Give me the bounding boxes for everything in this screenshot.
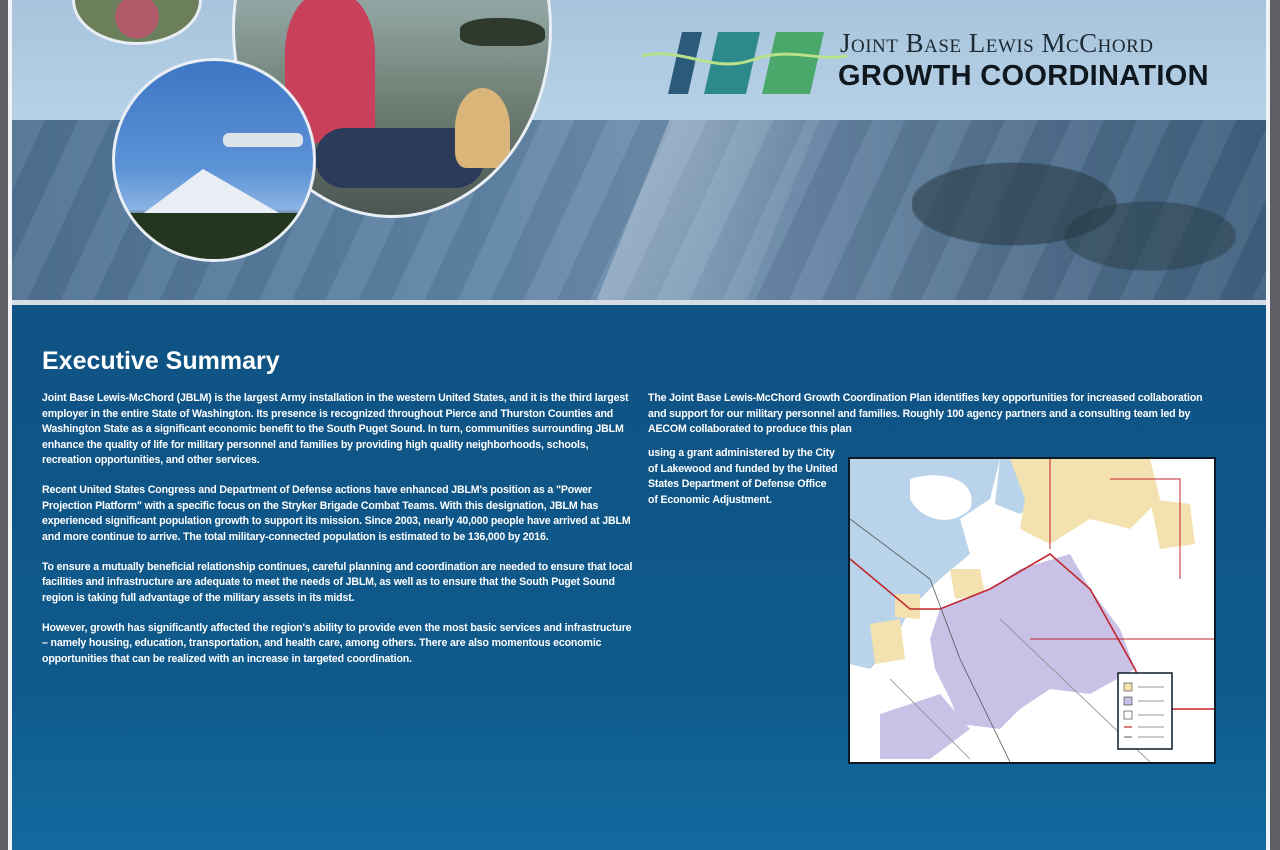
region-map xyxy=(848,457,1216,764)
logo xyxy=(642,22,1242,102)
plan-paragraph-continued: using a grant administered by the City of Lakewood and funded by the United States Department of Defense Office of Economic Adjustment. xyxy=(648,447,838,506)
right-column-wrap xyxy=(648,446,838,523)
header-banner xyxy=(12,0,1266,305)
summary-paragraph: To ensure a mutually beneficial relationship continues, careful planning and coordination are needed to ensure that local facilities and infrastructure are adequate to meet the needs of JBLM, as well as to ensure that the South Puget Sound region is taking full advantage of the military assets in its midst. xyxy=(42,560,633,604)
photo-circle-mountain xyxy=(112,58,316,262)
logo-title-line1: Joint Base Lewis McChord xyxy=(840,28,1154,58)
summary-section xyxy=(12,305,1266,850)
aerial-road xyxy=(595,120,820,305)
treeline xyxy=(115,213,313,262)
aerial-trees xyxy=(912,140,1252,300)
map-graphic xyxy=(850,459,1214,762)
girl-figure xyxy=(455,88,510,168)
section-title: Executive Summary xyxy=(42,347,280,375)
summary-paragraph: However, growth has significantly affected the region's ability to provide even the most basic services and infrastructure – namely housing, education, transportation, and health care, among others. There are also momentous economic opportunities that can be realized with an increase in targeted coordination. xyxy=(42,621,632,665)
logo-stripes-icon xyxy=(642,26,852,98)
right-column-intro xyxy=(648,391,1208,452)
logo-title-line2: GROWTH COORDINATION xyxy=(838,60,1209,92)
airplane-icon xyxy=(223,133,303,147)
summary-paragraph: Recent United States Congress and Department of Defense actions have enhanced JBLM's position as a "Power Projection Platform" with a specific focus on the Stryker Brigade Combat Teams. With this designation, JBLM has experienced significant population growth to support its mission. Since 2003, nearly 40,000 people have arrived at JBLM and more continue to arrive. The total military-connected population is estimated to be 136,000 by 2016. xyxy=(42,484,631,543)
left-column xyxy=(42,391,634,682)
helicopter-icon xyxy=(460,18,545,46)
summary-paragraph: Joint Base Lewis-McChord (JBLM) is the largest Army installation in the western United States, and it is the third largest employer in the entire State of Washington. Its presence is recognized throughout Pierce and Thurston Counties and Washington State as a significant economic benefit to the South Puget Sound. In turn, communities surrounding JBLM enhance the quality of life for military personnel and families by providing high quality neighborhoods, schools, recreation opportunities, and other services. xyxy=(42,392,629,466)
document-page xyxy=(8,0,1270,850)
plan-paragraph: The Joint Base Lewis-McChord Growth Coordination Plan identifies key opportunities for increased collaboration and support for our military personnel and families. Roughly 100 agency partners and a consulting team led by AECOM collaborated to produce this plan xyxy=(648,392,1203,435)
